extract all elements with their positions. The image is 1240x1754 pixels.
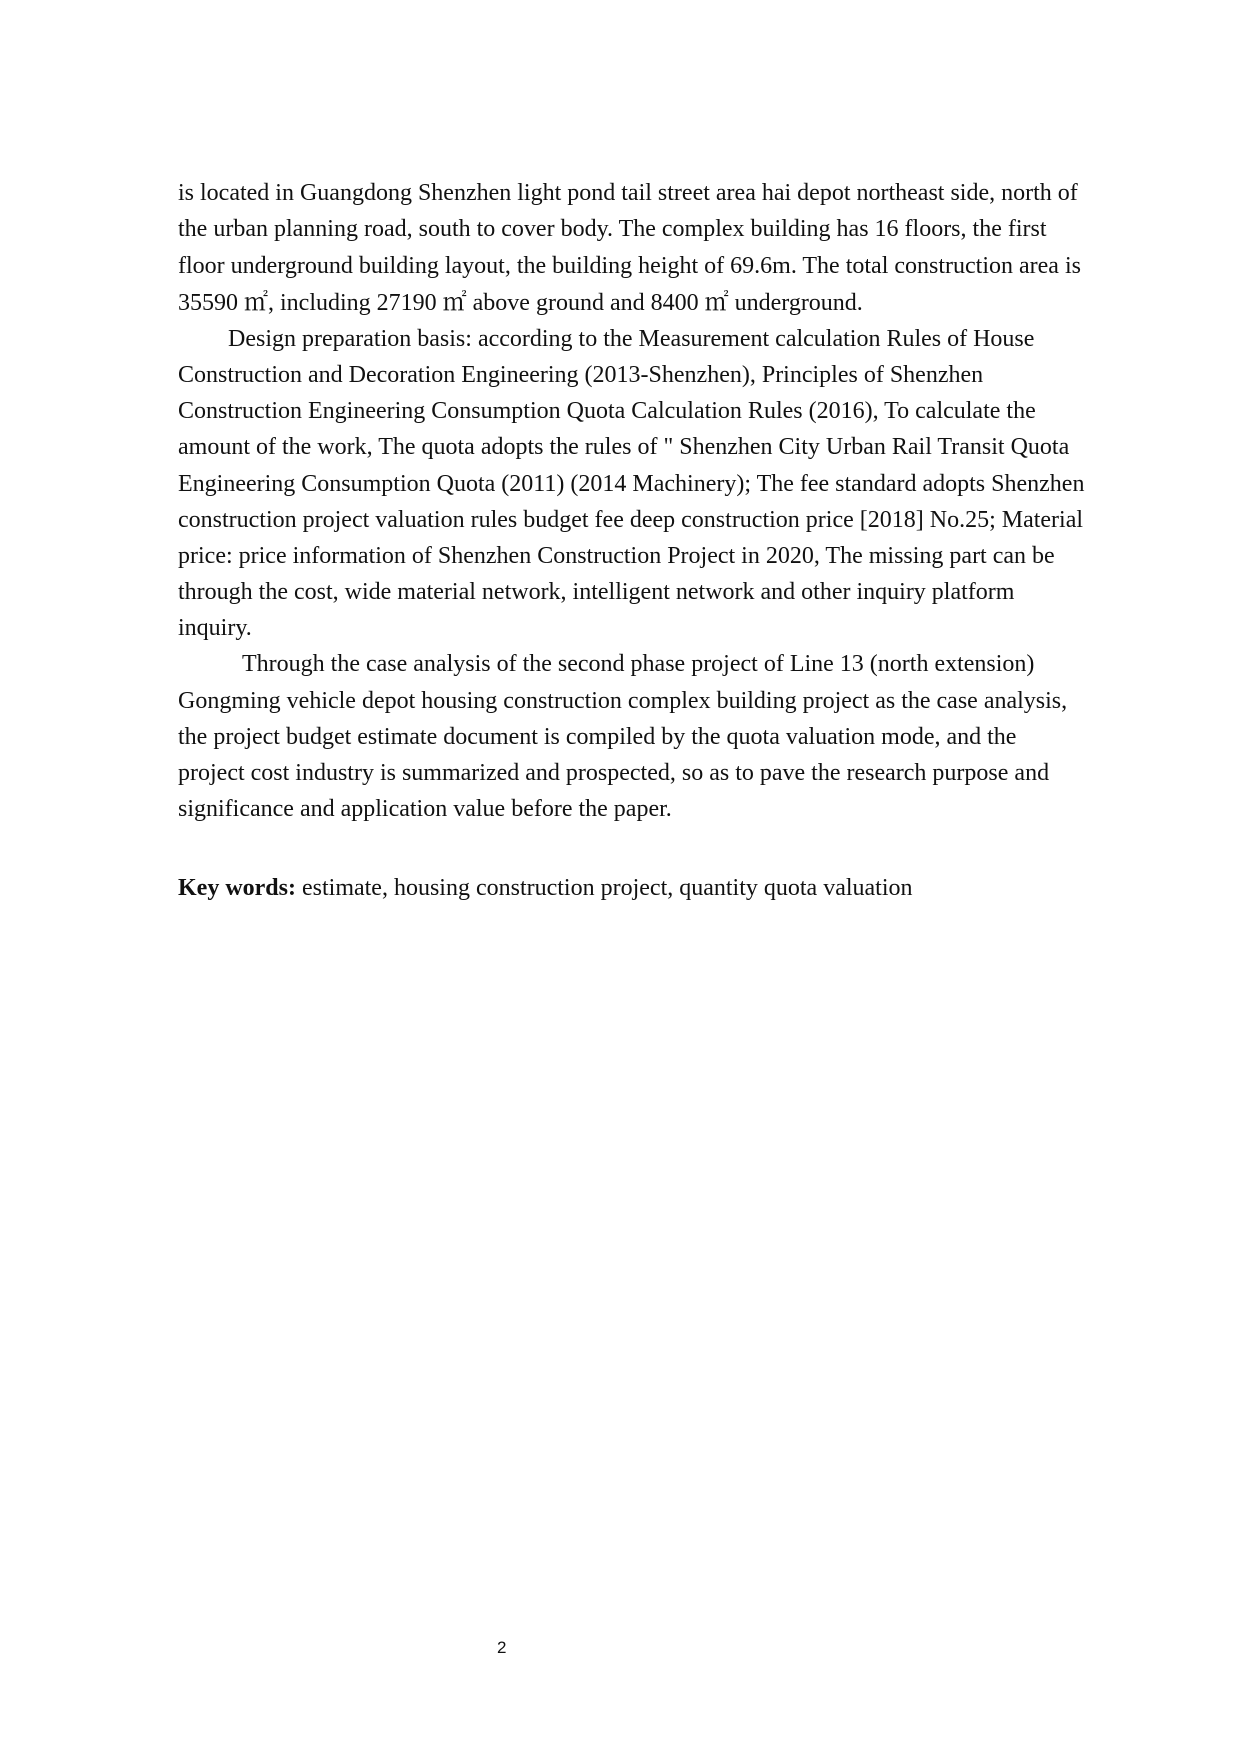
text-line: the project budget estimate document is compiled by the quota valuation mode, and the [178,724,1017,750]
text-line: project cost industry is summarized and prospected, so as to pave the research purpose and [178,760,1050,786]
keywords-label: Key words: [178,875,296,901]
text-line: Design preparation basis: according to the Measurement calculation Rules of House [228,326,1035,352]
text-line: price: price information of Shenzhen Construction Project in 2020, The missing part can be [178,543,1055,569]
text-line: Engineering Consumption Quota (2011) (2014 Machinery); The fee standard adopts Shenzhen [178,471,1085,497]
keywords-line [178,874,913,902]
text-line: Gongming vehicle depot housing construction complex building project as the case analysis, [178,688,1068,714]
text-line: amount of the work, The quota adopts the rules of " Shenzhen City Urban Rail Transit Quota [178,434,1070,460]
keywords-value: estimate, housing construction project, quantity quota valuation [295,875,913,901]
page-number: 2 [497,1638,507,1657]
text-line: Construction Engineering Consumption Quota Calculation Rules (2016), To calculate the [178,398,1036,424]
text-line: through the cost, wide material network, intelligent network and other inquiry platform [178,579,1015,605]
text-line: floor underground building layout, the building height of 69.6m. The total construction area is [178,253,1081,279]
text-line: is located in Guangdong Shenzhen light pond tail street area hai depot northeast side, north of [178,180,1078,206]
text-line: Construction and Decoration Engineering (2013-Shenzhen), Principles of Shenzhen [178,362,984,388]
text-line: significance and application value before the paper. [178,796,672,822]
text-line: 35590 ㎡, including 27190 ㎡ above ground and 8400 ㎡ underground. [178,290,863,316]
text-line: Through the case analysis of the second phase project of Line 13 (north extension) [242,651,1035,677]
text-line: inquiry. [178,615,252,641]
text-line: the urban planning road, south to cover body. The complex building has 16 floors, the first [178,216,1047,242]
text-line: construction project valuation rules budget fee deep construction price [2018] No.25; Material [178,507,1084,533]
